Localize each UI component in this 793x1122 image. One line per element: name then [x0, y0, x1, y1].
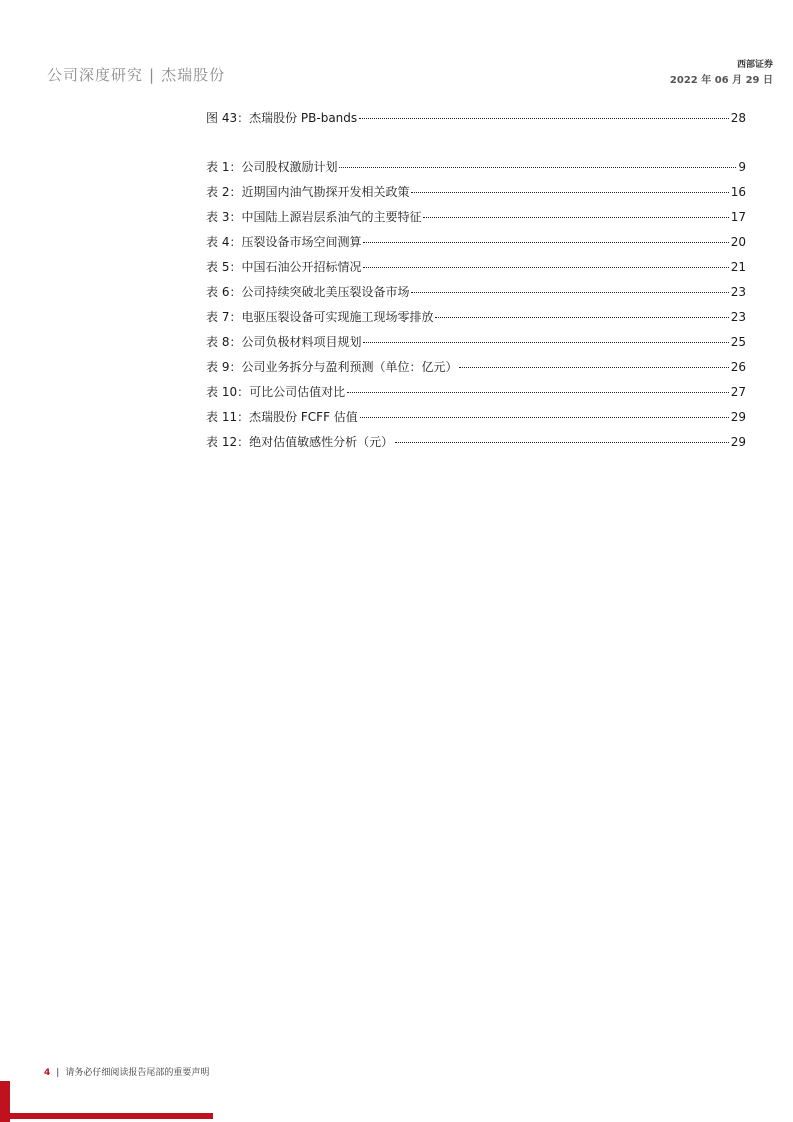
toc-label: 表 10：可比公司估值对比	[206, 385, 346, 399]
toc-leader-dots	[347, 392, 729, 393]
toc-leader-dots	[459, 367, 728, 368]
toc-label: 表 7：电驱压裂设备可实现施工现场零排放	[206, 310, 434, 324]
toc-page-number: 9	[738, 160, 746, 174]
toc-entry-table-1[interactable]	[206, 155, 746, 180]
toc-entry-table-2[interactable]	[206, 180, 746, 205]
page-footer	[44, 1065, 209, 1078]
toc-label: 表 5：中国石油公开招标情况	[206, 260, 362, 274]
toc-entry-table-3[interactable]	[206, 205, 746, 230]
toc-leader-dots	[395, 442, 729, 443]
toc-entry-table-9[interactable]	[206, 355, 746, 380]
toc-page-number: 16	[730, 185, 746, 199]
brand-logo: 西部证券	[736, 60, 773, 70]
toc-entry-table-8[interactable]	[206, 330, 746, 355]
toc-leader-dots	[339, 167, 736, 168]
toc-leader-dots	[363, 242, 728, 243]
toc-entry-table-7[interactable]	[206, 305, 746, 330]
doc-type: 公司深度研究	[47, 66, 144, 84]
toc-entry-table-6[interactable]	[206, 280, 746, 305]
header-title	[47, 64, 225, 85]
toc-page-number: 29	[730, 435, 746, 449]
toc-label: 表 3：中国陆上源岩层系油气的主要特征	[206, 210, 422, 224]
toc-leader-dots	[411, 292, 728, 293]
toc-leader-dots	[435, 317, 728, 318]
toc-entry-table-11[interactable]	[206, 405, 746, 430]
toc-label: 图 43：杰瑞股份 PB-bands	[206, 111, 358, 125]
toc-label: 表 12：绝对估值敏感性分析（元）	[206, 435, 394, 449]
header-separator: |	[149, 66, 156, 84]
toc-page-number: 17	[730, 210, 746, 224]
toc-label: 表 4：压裂设备市场空间测算	[206, 235, 362, 249]
footer-separator: |	[56, 1068, 60, 1078]
toc-label: 表 1：公司股权激励计划	[206, 160, 338, 174]
toc-entry-table-10[interactable]	[206, 380, 746, 405]
toc-entry-table-5[interactable]	[206, 255, 746, 280]
company-name: 杰瑞股份	[161, 66, 226, 84]
toc-label: 表 9：公司业务拆分与盈利预测（单位：亿元）	[206, 360, 458, 374]
report-date: 2022 年 06 月 29 日	[669, 75, 773, 86]
toc-label: 表 2：近期国内油气勘探开发相关政策	[206, 185, 410, 199]
toc-entry-table-12[interactable]	[206, 430, 746, 455]
toc-page-number: 23	[730, 285, 746, 299]
toc-entry-table-4[interactable]	[206, 230, 746, 255]
toc-leader-dots	[359, 118, 729, 119]
toc-page-number: 23	[730, 310, 746, 324]
toc-entry-figure-43[interactable]	[206, 106, 746, 131]
page-number: 4	[44, 1068, 51, 1078]
toc-page-number: 25	[730, 335, 746, 349]
footer-disclaimer: 请务必仔细阅读报告尾部的重要声明	[65, 1068, 210, 1078]
toc-leader-dots	[360, 417, 729, 418]
toc-leader-dots	[363, 342, 728, 343]
toc-label: 表 11：杰瑞股份 FCFF 估值	[206, 410, 358, 424]
toc-leader-dots	[363, 267, 728, 268]
toc-leader-dots	[423, 217, 728, 218]
footer-accent-horizontal	[0, 1113, 213, 1119]
toc-page-number: 21	[730, 260, 746, 274]
toc-label: 表 8：公司负极材料项目规划	[206, 335, 362, 349]
toc-page-number: 29	[730, 410, 746, 424]
toc-page-number: 27	[730, 385, 746, 399]
toc-page-number: 20	[730, 235, 746, 249]
toc-leader-dots	[411, 192, 728, 193]
toc-page-number: 26	[730, 360, 746, 374]
toc-label: 表 6：公司持续突破北美压裂设备市场	[206, 285, 410, 299]
toc-page-number: 28	[730, 111, 746, 125]
table-of-contents	[206, 106, 746, 455]
